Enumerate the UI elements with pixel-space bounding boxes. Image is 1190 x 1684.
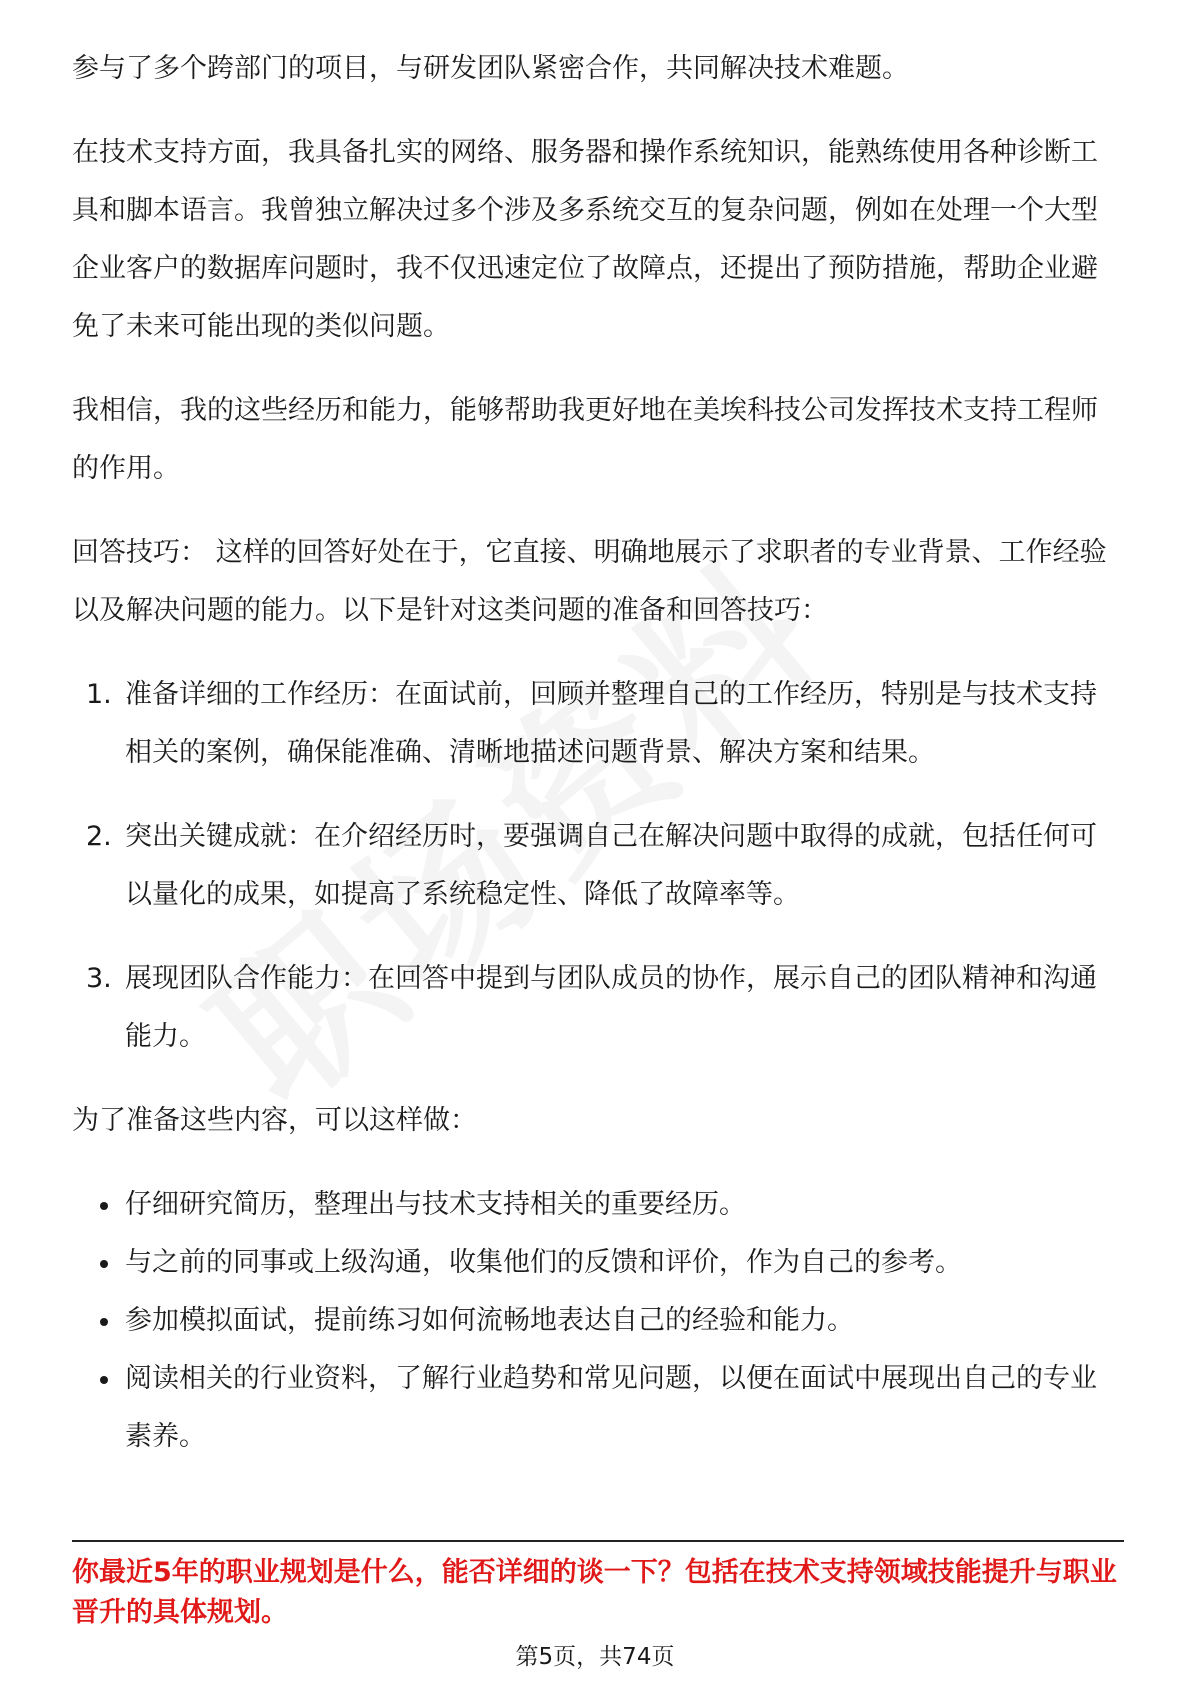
bullet-icon [100,1260,108,1268]
list-item [72,950,1122,1066]
list-number: 2. [86,821,112,852]
paragraph-answer-tips: 回答技巧： 这样的回答好处在于，它直接、明确地展示了求职者的专业背景、工作经验以及解决问题的能力。以下是针对这类问题的准备和回答技巧： [72,537,1107,626]
paragraph-intro: 参与了多个跨部门的项目，与研发团队紧密合作，共同解决技术难题。 [72,53,909,84]
list-item-text: 参加模拟面试，提前练习如何流畅地表达自己的经验和能力。 [125,1305,854,1336]
next-question-heading: 你最近5年的职业规划是什么，能否详细的谈一下？包括在技术支持领域技能提升与职业晋升的具体规划。 [72,1557,1117,1628]
list-item-text: 准备详细的工作经历：在面试前，回顾并整理自己的工作经历，特别是与技术支持相关的案例，确保能准确、清晰地描述问题背景、解决方案和结果。 [125,679,1097,768]
bullet-icon [100,1376,108,1384]
bullet-icon [100,1318,108,1326]
list-item-text: 仔细研究简历，整理出与技术支持相关的重要经历。 [125,1189,746,1220]
paragraph-belief: 我相信，我的这些经历和能力，能够帮助我更好地在美埃科技公司发挥技术支持工程师的作用。 [72,395,1098,484]
list-item-text: 突出关键成就：在介绍经历时，要强调自己在解决问题中取得的成就，包括任何可以量化的成果，如提高了系统稳定性、降低了故障率等。 [125,821,1097,910]
list-item [72,1292,1122,1350]
prep-bullet-list [72,1176,1122,1466]
list-item [72,1176,1122,1234]
list-item [72,666,1122,782]
page-number-footer: 第5页，共74页 [515,1644,675,1670]
tips-numbered-list [72,666,1122,1066]
list-number: 1. [86,679,112,710]
list-item-text: 展现团队合作能力：在回答中提到与团队成员的协作，展示自己的团队精神和沟通能力。 [125,963,1097,1052]
section-divider [72,1540,1124,1542]
list-item [72,1234,1122,1292]
list-item [72,808,1122,924]
list-item-text: 阅读相关的行业资料，了解行业趋势和常见问题，以便在面试中展现出自己的专业素养。 [125,1363,1097,1452]
paragraph-prep-intro: 为了准备这些内容，可以这样做： [72,1105,477,1136]
document-body [72,40,1122,1466]
list-item-text: 与之前的同事或上级沟通，收集他们的反馈和评价，作为自己的参考。 [125,1247,962,1278]
list-number: 3. [86,963,112,994]
list-item [72,1350,1122,1466]
paragraph-tech-support: 在技术支持方面，我具备扎实的网络、服务器和操作系统知识，能熟练使用各种诊断工具和脚本语言。我曾独立解决过多个涉及多系统交互的复杂问题，例如在处理一个大型企业客户的数据库问题时，我不仅迅速定位了故障点，还提出了预防措施，帮助企业避免了未来可能出现的类似问题。 [72,137,1098,342]
bullet-icon [100,1202,108,1210]
